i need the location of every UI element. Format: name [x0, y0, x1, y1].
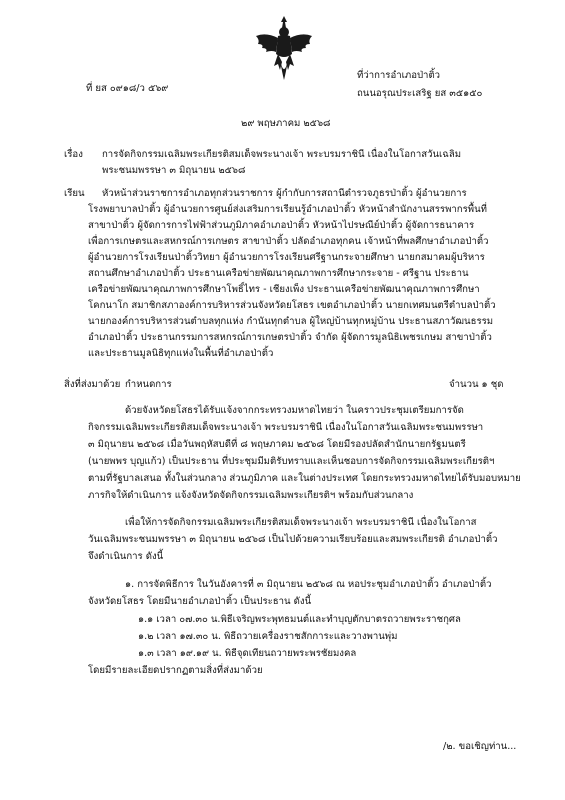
office-name: ที่ว่าการอำเภอป่าติ้ว [357, 70, 441, 81]
body-line: ๓ มิถุนายน ๒๕๖๘ เมื่อวันพฤหัสบดีที่ ๘ พฤษภาคม ๒๕๖๘ โดยมีรองปลัดสำนักนายกรัฐมนตรี [88, 439, 466, 450]
letter-date: ๒๙ พฤษภาคม ๒๕๖๘ [241, 118, 331, 129]
enclosure-item: กำหนดการ [125, 379, 172, 390]
recipient-line: นายกองค์การบริหารส่วนตำบลทุกแห่ง กำนันทุกตำบล ผู้ใหญ่บ้านทุกหมู่บ้าน ประธานสภาวัฒนธรรม [88, 316, 494, 327]
body-line: กิจกรรมเฉลิมพระเกียรติสมเด็จพระนางเจ้า พระบรมราชินี เนื่องในโอกาสวันเฉลิมพระชนมพรรษา [88, 422, 484, 433]
schedule-item: ๑.๒ เวลา ๑๗.๓๐ น. พิธีถวายเครื่องราชสักการะและวางพานพุ่ม [138, 631, 398, 642]
body-line: ภารกิจให้ดำเนินการ แจ้งจังหวัดจัดกิจกรรมเฉลิมพระเกียรติฯ พร้อมกับส่วนกลาง [88, 490, 414, 501]
reference-number: ที่ ยส ๐๙๑๘/ว ๕๖๙ [86, 83, 169, 94]
garuda-emblem [254, 14, 314, 82]
recipient-line: โรงพยาบาลป่าติ้ว ผู้อำนวยการศูนย์ส่งเสริมการเรียนรู้อำเภอป่าติ้ว หัวหน้าสำนักงานสรรพากรพื้นที่ [88, 204, 487, 215]
schedule-item: ๑.๑ เวลา ๐๗.๓๐ น.พิธีเจริญพระพุทธมนต์และทำบุญตักบาตรถวายพระราชกุศล [138, 614, 461, 625]
recipient-line: เครือข่ายพัฒนาคุณภาพการศึกษาโพธิ์ไทร - เชียงเพ็ง ประธานเครือข่ายพัฒนาคุณภาพการศึกษา [88, 284, 480, 295]
next-page-marker: /๒. ขอเชิญท่าน... [443, 741, 517, 752]
body-line: วันเฉลิมพระชนมพรรษา ๓ มิถุนายน ๒๕๖๘ เป็นไปด้วยความเรียบร้อยและสมพระเกียรติ อำเภอป่าติ้ว [88, 534, 498, 545]
enclosure-quantity: จำนวน ๑ ชุด [449, 379, 504, 390]
enclosure-label: สิ่งที่ส่งมาด้วย [64, 379, 121, 390]
subject-line: พระชนมพรรษา ๓ มิถุนายน ๒๕๖๘ [102, 165, 246, 176]
body-line: จังหวัดยโสธร โดยมีนายอำเภอป่าติ้ว เป็นประธาน ดังนี้ [88, 596, 312, 607]
recipient-line: อำเภอป่าติ้ว ประธานกรรมการสหกรณ์การเกษตรป่าติ้ว จำกัด ผู้จัดการมูลนิธิเพชรเกษม สาขาป่าติ้ว [88, 332, 492, 343]
recipient-label: เรียน [64, 188, 85, 199]
body-line: ตามที่รัฐบาลเสนอ ทั้งในส่วนกลาง ส่วนภูมิภาค และในต่างประเทศ โดยกระทรวงมหาดไทยได้รับมอบหมาย [88, 473, 521, 484]
office-address: ถนนอรุณประเสริฐ ยส ๓๕๑๕๐ [357, 88, 483, 99]
recipient-line: โคกนาโก สมาชิกสภาองค์การบริหารส่วนจังหวัดยโสธร เขตอำเภอป่าติ้ว นายกเทศมนตรีตำบลป่าติ้ว [88, 300, 496, 311]
recipient-line: สาขาป่าติ้ว ผู้จัดการการไฟฟ้าส่วนภูมิภาคอำเภอป่าติ้ว หัวหน้าไปรษณีย์ป่าติ้ว ผู้จัดการธนาคาร [88, 220, 475, 231]
body-line: (นายพพร บุญแก้ว) เป็นประธาน ที่ประชุมมีมติรับทราบและเห็นชอบการจัดกิจกรรมเฉลิมพระเกียรติฯ [88, 456, 495, 467]
recipient-line: สถานศึกษาอำเภอป่าติ้ว ประธานเครือข่ายพัฒนาคุณภาพการศึกษากระจาย - ศรีฐาน ประธาน [88, 268, 469, 279]
recipient-line: ผู้อำนวยการโรงเรียนป่าติ้ววิทยา ผู้อำนวยการโรงเรียนศรีฐานกระจายศึกษา นายกสมาคมผู้บริหาร [88, 252, 485, 263]
body-line: เพื่อให้การจัดกิจกรรมเฉลิมพระเกียรติสมเด็จพระนางเจ้า พระบรมราชินี เนื่องในโอกาส [125, 517, 477, 528]
body-line: จึงดำเนินการ ดังนี้ [88, 551, 164, 562]
subject-line: การจัดกิจกรรมเฉลิมพระเกียรติสมเด็จพระนางเจ้า พระบรมราชินี เนื่องในโอกาสวันเฉลิม [102, 149, 462, 160]
schedule-item: ๑.๓ เวลา ๑๙.๑๙ น. พิธีจุดเทียนถวายพระพรชัยมงคล [138, 648, 357, 659]
closing-line: โดยมีรายละเอียดปรากฏตามสิ่งที่ส่งมาด้วย [88, 665, 263, 676]
recipient-line: เพื่อการเกษตรและสหกรณ์การเกษตร สาขาป่าติ้ว ปลัดอำเภอทุกคน เจ้าหน้าที่พลศึกษาอำเภอป่าติ้ว [88, 236, 489, 247]
recipient-line: หัวหน้าส่วนราชการอำเภอทุกส่วนราชการ ผู้กำกับการสถานีตำรวจภูธรป่าติ้ว ผู้อำนวยการ [102, 188, 467, 199]
body-line: ๑. การจัดพิธีการ ในวันอังคารที่ ๓ มิถุนายน ๒๕๖๘ ณ หอประชุมอำเภอป่าติ้ว อำเภอป่าติ้ว [125, 579, 492, 590]
body-line: ด้วยจังหวัดยโสธรได้รับแจ้งจากกระทรวงมหาดไทยว่า ในคราวประชุมเตรียมการจัด [125, 405, 464, 416]
subject-label: เรื่อง [64, 149, 83, 160]
recipient-line: และประธานมูลนิธิทุกแห่งในพื้นที่อำเภอป่าติ้ว [88, 348, 274, 359]
